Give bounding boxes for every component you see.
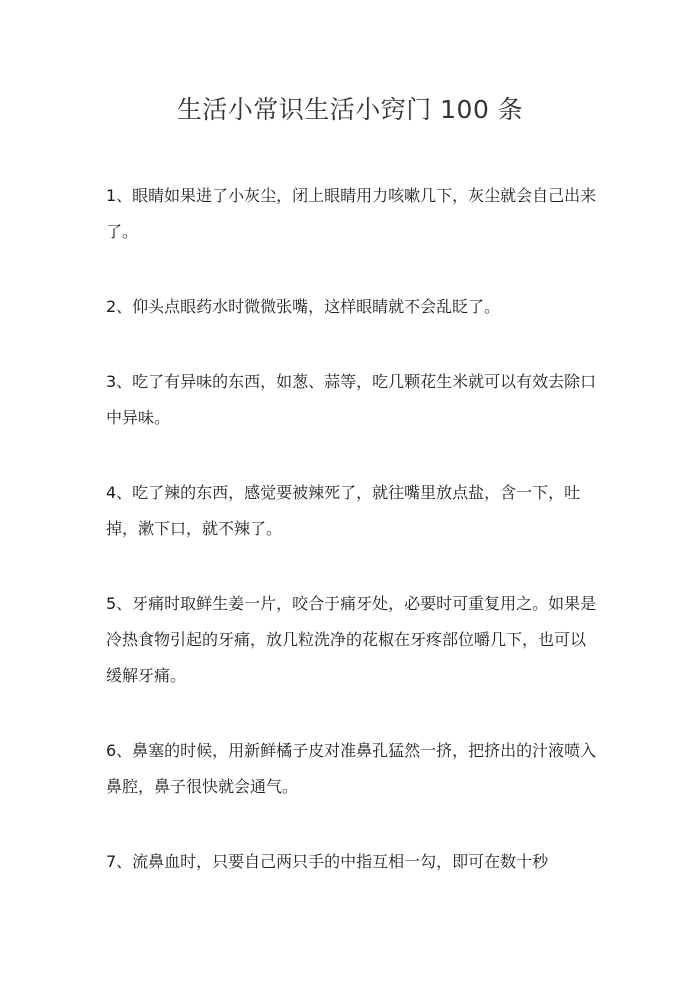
tip-item-7: 7、流鼻血时，只要自己两只手的中指互相一勾，即可在数十秒 [106, 852, 549, 871]
tip-item-3: 3、吃了有异味的东西，如葱、蒜等，吃几颗花生米就可以有效去除口中异味。 [106, 372, 597, 427]
tip-item-5: 5、牙痛时取鲜生姜一片，咬合于痛牙处，必要时可重复用之。如果是冷热食物引起的牙痛，放几粒洗净的花椒在牙疼部位嚼几下，也可以缓解牙痛。 [106, 594, 597, 685]
tip-item-1: 1、眼睛如果进了小灰尘，闭上眼睛用力咳嗽几下，灰尘就会自己出来了。 [106, 186, 597, 241]
tips-list [106, 178, 598, 919]
document-title: 生活小常识生活小窍门 100 条 [176, 95, 524, 124]
tip-item-2: 2、仰头点眼药水时微微张嘴，这样眼睛就不会乱眨了。 [106, 297, 501, 316]
tip-item-6: 6、鼻塞的时候，用新鲜橘子皮对准鼻孔猛然一挤，把挤出的汁液喷入鼻腔，鼻子很快就会通气。 [106, 741, 597, 796]
tip-item-4: 4、吃了辣的东西，感觉要被辣死了，就往嘴里放点盐，含一下，吐掉，漱下口，就不辣了。 [106, 483, 581, 538]
